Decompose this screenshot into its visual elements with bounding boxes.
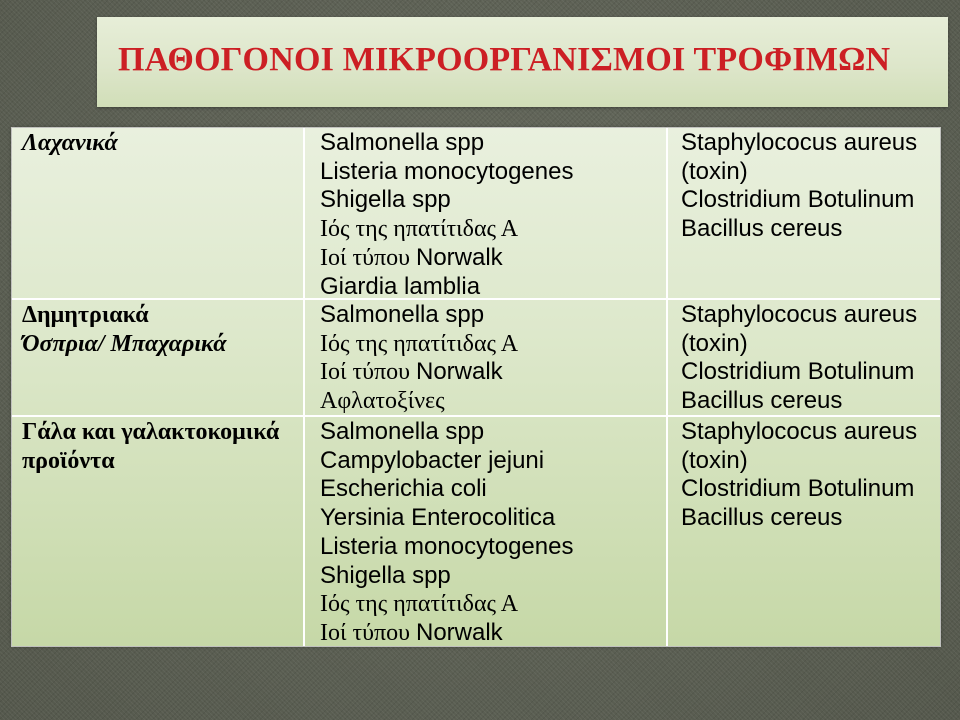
toxin-producers-cell [668, 300, 940, 417]
latin-text-run: Norwalk [415, 358, 503, 386]
pathogen-item: Salmonella spp [320, 129, 485, 156]
pathogen-item [320, 590, 662, 619]
pathogen-item [320, 619, 662, 648]
pathogens-cell [305, 417, 668, 646]
greek-text-run: Αφλατοξίνες [320, 388, 445, 415]
toxin-producer-item: Bacillus cereus [681, 387, 843, 415]
greek-text-run: Ιός της ηπατίτιδας Α [320, 330, 519, 357]
toxin-producer-item: Clostridium Botulinum [681, 358, 915, 386]
greek-text-run: Ιοί τύπου [320, 359, 416, 386]
pathogen-item: Listeria monocytogenes [320, 157, 574, 185]
latin-text-run: Norwalk [415, 618, 503, 646]
pathogen-item: Escherichia coli [320, 475, 487, 503]
food-category-label: Λαχανικά [22, 130, 118, 156]
food-category-cell [12, 417, 305, 646]
pathogen-item: Shigella spp [320, 561, 451, 589]
latin-text-run: Norwalk [415, 243, 503, 271]
pathogen-item: Shigella spp [320, 186, 451, 214]
pathogen-item: Yersinia Enterocolitica [320, 504, 556, 532]
toxin-producer-item: Bacillus cereus [681, 504, 843, 532]
food-category-label: Γάλα και γαλακτοκομικά προϊόντα [22, 419, 280, 474]
food-category-label: Όσπρια/ Μπαχαρικά [22, 330, 227, 357]
greek-text-run: Ιοί τύπου [320, 244, 416, 271]
pathogen-item [320, 330, 662, 359]
toxin-producer-item: Staphylococus aureus (toxin) [681, 301, 918, 357]
food-category-cell [12, 300, 305, 417]
toxin-producers-cell [668, 417, 940, 646]
toxin-producer-item: Clostridium Botulinum [681, 475, 915, 503]
toxin-producer-item: Clostridium Botulinum [681, 186, 915, 214]
greek-text-run: Ιός της ηπατίτιδας Α [320, 591, 519, 618]
pathogens-cell [305, 128, 668, 300]
greek-text-run: Ιοί τύπου [320, 619, 416, 646]
pathogen-table [12, 128, 940, 646]
pathogen-item: Giardia lamblia [320, 272, 481, 300]
pathogen-item: Salmonella spp [320, 418, 485, 445]
toxin-producers-cell [668, 128, 940, 300]
pathogen-item: Campylobacter jejuni [320, 446, 545, 474]
title-banner [97, 17, 948, 107]
food-category-label: Δημητριακά [22, 302, 149, 328]
toxin-producer-item: Staphylococus aureus (toxin) [681, 418, 918, 474]
food-category-cell [12, 128, 305, 300]
pathogen-item: Salmonella spp [320, 301, 485, 328]
greek-text-run: Ιός της ηπατίτιδας Α [320, 216, 519, 243]
pathogen-item [320, 215, 662, 244]
slide-title: ΠΑΘΟΓΟΝΟΙ ΜΙΚΡΟΟΡΓΑΝΙΣΜΟΙ ΤΡΟΦΙΜΩΝ [118, 41, 891, 78]
pathogen-item: Listeria monocytogenes [320, 532, 574, 560]
pathogen-item [320, 358, 662, 387]
toxin-producer-item: Staphylococus aureus (toxin) [681, 129, 918, 185]
pathogens-cell [305, 300, 668, 417]
toxin-producer-item: Bacillus cereus [681, 215, 843, 243]
pathogen-item [320, 244, 662, 273]
pathogen-item [320, 387, 662, 416]
